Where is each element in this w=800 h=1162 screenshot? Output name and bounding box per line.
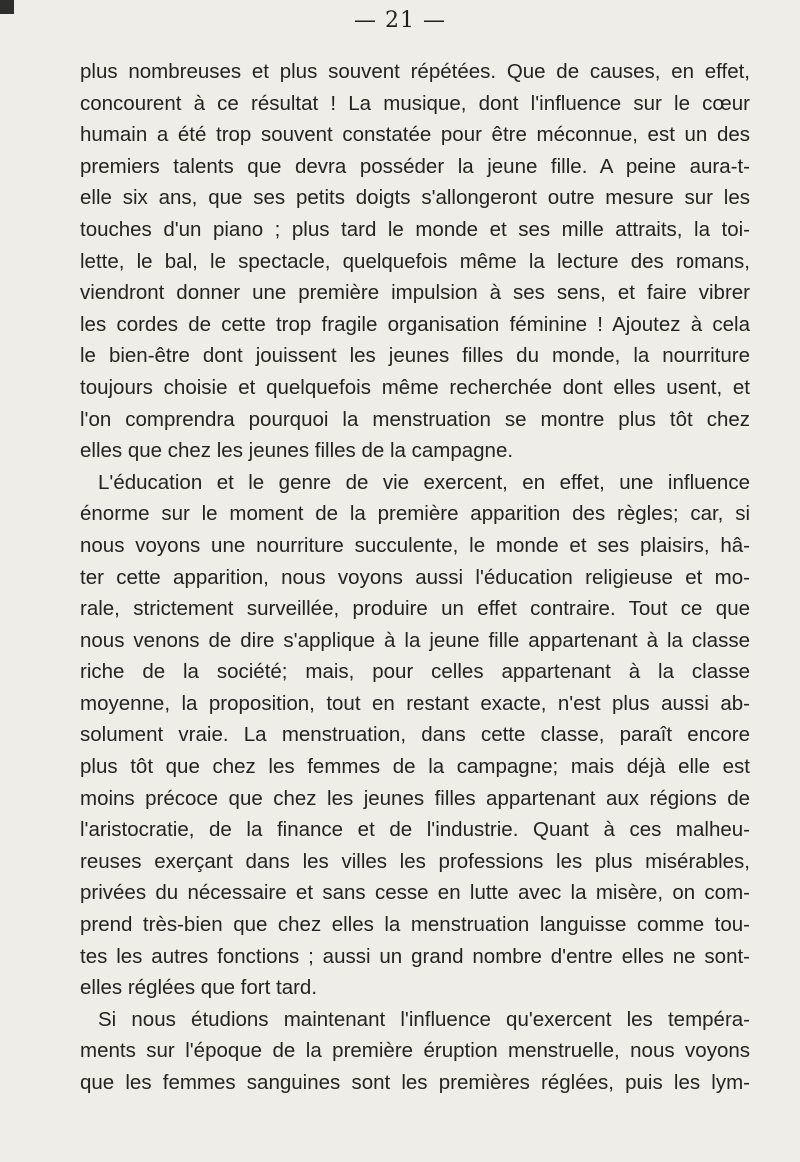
text-line: reuses exerçant dans les villes les professions les plus misérables, xyxy=(80,849,750,873)
text-line: les cordes de cette trop fragile organisation féminine ! Ajoutez à cela xyxy=(80,312,750,336)
text-line: solument vraie. La menstruation, dans cette classe, paraît encore xyxy=(80,723,750,747)
text-line: énorme sur le moment de la première apparition des règles; car, si xyxy=(80,502,750,526)
text-line: prend très-bien que chez elles la menstruation languisse comme tou- xyxy=(80,913,750,937)
text-line: elles que chez les jeunes filles de la campagne. xyxy=(80,439,514,463)
text-line: concourent à ce résultat ! La musique, dont l'influence sur le cœur xyxy=(80,91,750,115)
text-line: rale, strictement surveillée, produire un effet contraire. Tout ce que xyxy=(80,597,750,621)
text-line: moyenne, la proposition, tout en restant exacte, n'est plus aussi ab- xyxy=(80,691,750,715)
text-line: privées du nécessaire et sans cesse en lutte avec la misère, on com- xyxy=(80,881,750,905)
page-number: — 21 — xyxy=(354,8,446,33)
text-line: touches d'un piano ; plus tard le monde et ses mille attraits, la toi- xyxy=(80,217,750,241)
text-line: viendront donner une première impulsion à ses sens, et faire vibrer xyxy=(80,281,750,305)
text-line: Si nous étudions maintenant l'influence qu'exercent les tempéra- xyxy=(98,1007,750,1031)
text-line: nous venons de dire s'applique à la jeune fille appartenant à la classe xyxy=(80,628,750,652)
text-line: plus nombreuses et plus souvent répétées. Que de causes, en effet, xyxy=(80,60,750,83)
text-line: plus tôt que chez les femmes de la campagne; mais déjà elle est xyxy=(80,755,750,779)
text-line: que les femmes sanguines sont les premières réglées, puis les lym- xyxy=(80,1071,750,1094)
text-line: ter cette apparition, nous voyons aussi l'éducation religieuse et mo- xyxy=(80,565,750,589)
body-text xyxy=(80,56,750,1099)
text-line: elle six ans, que ses petits doigts s'allongeront outre mesure sur les xyxy=(80,186,750,210)
text-line: nous voyons une nourriture succulente, le monde et ses plaisirs, hâ- xyxy=(80,533,750,557)
text-line: l'on comprendra pourquoi la menstruation se montre plus tôt chez xyxy=(80,407,750,431)
text-line: premiers talents que devra posséder la jeune fille. A peine aura-t- xyxy=(80,154,750,178)
text-line: moins précoce que chez les jeunes filles appartenant aux régions de xyxy=(80,786,750,810)
text-line: L'éducation et le genre de vie exercent, en effet, une influence xyxy=(98,470,750,494)
text-line: tes les autres fonctions ; aussi un grand nombre d'entre elles ne sont- xyxy=(80,944,750,968)
text-line: toujours choisie et quelquefois même recherchée dont elles usent, et xyxy=(80,375,750,399)
text-line: ments sur l'époque de la première éruption menstruelle, nous voyons xyxy=(80,1039,750,1063)
text-line: humain a été trop souvent constatée pour être méconnue, est un des xyxy=(80,123,750,147)
text-line: l'aristocratie, de la finance et de l'industrie. Quant à ces malheu- xyxy=(80,818,750,842)
text-line: elles réglées que fort tard. xyxy=(80,976,318,1000)
text-line: riche de la société; mais, pour celles appartenant à la classe xyxy=(80,660,750,684)
text-line: lette, le bal, le spectacle, quelquefois même la lecture des romans, xyxy=(80,249,750,273)
text-line: le bien-être dont jouissent les jeunes filles du monde, la nourriture xyxy=(80,344,750,368)
